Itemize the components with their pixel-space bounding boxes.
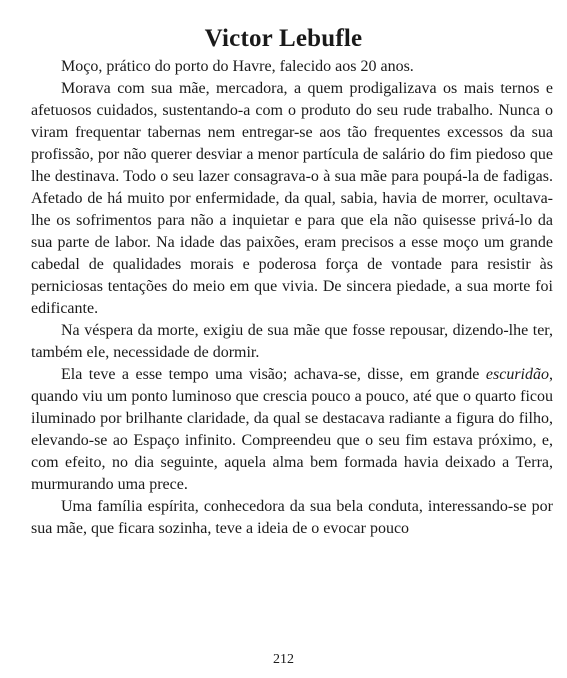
paragraph: Uma família espírita, conhecedora da sua bela conduta, interessando-se por sua mãe, que ficara sozinha, teve a ideia de o evocar pouco <box>31 498 553 537</box>
text-run: , quando viu um ponto luminoso que crescia pouco a pouco, até que o quarto ficou iluminado por brilhante claridade, da qual se destacava radiante a figura do filho, elevando-se ao Espaço infinito. Compreendeu que o seu fim estava próximo, e, com efeito, no dia seguinte, aquela alma bem formada havia deixado a Terra, murmurando uma prece. <box>31 366 553 493</box>
paragraph: Moço, prático do porto do Havre, falecido aos 20 anos. <box>61 58 414 75</box>
page-title: Victor Lebufle <box>204 24 363 52</box>
italic-word: escuridão <box>485 366 549 383</box>
text-run: Ela teve a esse tempo uma visão; achava-se, disse, em grande <box>61 366 486 383</box>
paragraph <box>31 364 553 496</box>
paragraph: Morava com sua mãe, mercadora, a quem prodigalizava os mais ternos e afetuosos cuidados, sustentando-a com o produto do seu rude trabalho. Nunca o viram frequentar tabernas nem entregar-se aos tão frequentes excessos da sua profissão, por não querer desviar a menor partícula de salário do fim piedoso que lhe destinava. Todo o seu lazer consagrava-o à sua mãe para poupá-la de fadigas. Afetado de há muito por enfermidade, da qual, sabia, havia de morrer, ocultava-lhe os sofrimentos para não a inquietar e para que ela não quisesse privá-lo da sua parte de labor. Na idade das paixões, eram precisos a esse moço um grande cabedal de qualidades morais e poderosa força de vontade para resistir às perniciosas tentações do meio em que vivia. De sincera piedade, a sua morte foi edificante. <box>31 80 553 317</box>
paragraph: Na véspera da morte, exigiu de sua mãe que fosse repousar, dizendo-lhe ter, também ele, necessidade de dormir. <box>31 322 553 361</box>
body-text <box>31 56 553 540</box>
page-number: 212 <box>273 652 294 667</box>
